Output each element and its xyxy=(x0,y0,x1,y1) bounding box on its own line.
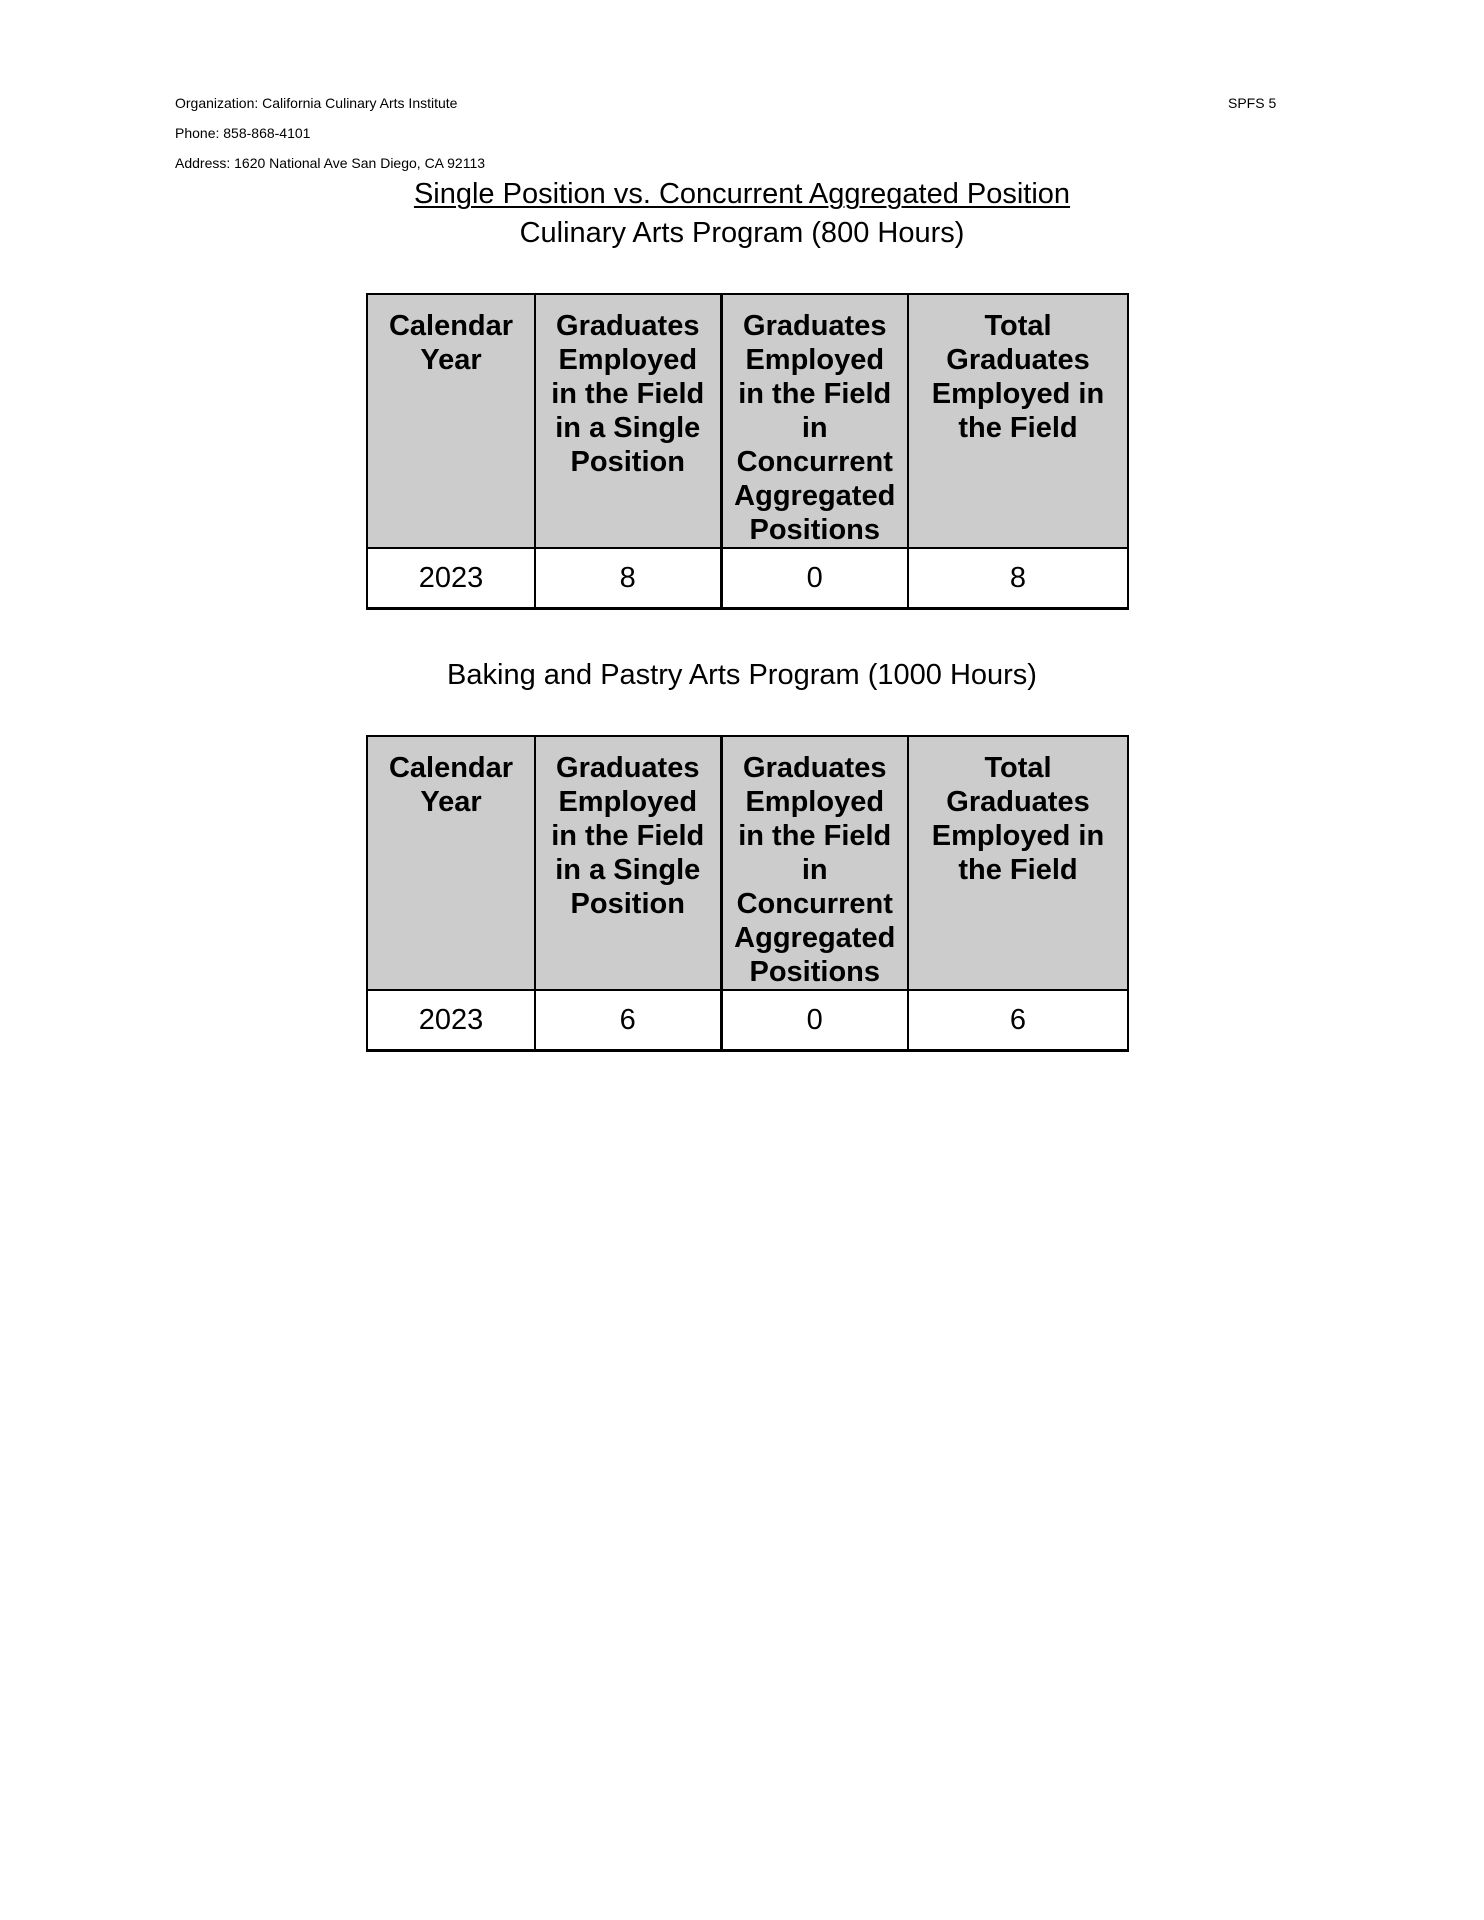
table-header-row xyxy=(367,294,1128,548)
cell-single-position: 6 xyxy=(535,990,721,1050)
page-title-text: Single Position vs. Concurrent Aggregated Position xyxy=(413,178,1071,210)
table-row xyxy=(367,990,1128,1050)
organization-label: Organization: California Culinary Arts Institute xyxy=(175,95,458,111)
column-header-calendar-year: Calendar Year xyxy=(367,736,535,990)
address-label: Address: 1620 National Ave San Diego, CA 92113 xyxy=(175,155,486,171)
phone-label: Phone: 858-868-4101 xyxy=(175,125,311,141)
employment-table-culinary xyxy=(366,293,1129,610)
employment-table-baking-pastry xyxy=(366,735,1129,1052)
page-title xyxy=(0,176,1484,212)
column-header-single-position: Graduates Employed in the Field in a Single Position xyxy=(535,294,721,548)
table-header-row xyxy=(367,736,1128,990)
table-row xyxy=(367,548,1128,608)
cell-total-employed: 6 xyxy=(908,990,1128,1050)
cell-calendar-year: 2023 xyxy=(367,990,535,1050)
column-header-total-employed: Total Graduates Employed in the Field xyxy=(908,736,1128,990)
cell-concurrent-positions: 0 xyxy=(721,990,908,1050)
column-header-total-employed: Total Graduates Employed in the Field xyxy=(908,294,1128,548)
program-title-culinary: Culinary Arts Program (800 Hours) xyxy=(519,217,965,249)
column-header-single-position: Graduates Employed in the Field in a Single Position xyxy=(535,736,721,990)
cell-single-position: 8 xyxy=(535,548,721,608)
column-header-concurrent-positions: Graduates Employed in the Field in Concurrent Aggregated Positions xyxy=(721,294,908,548)
program-title-baking-pastry: Baking and Pastry Arts Program (1000 Hours) xyxy=(447,659,1037,691)
page-code: SPFS 5 xyxy=(1228,95,1277,111)
column-header-calendar-year: Calendar Year xyxy=(367,294,535,548)
cell-concurrent-positions: 0 xyxy=(721,548,908,608)
cell-total-employed: 8 xyxy=(908,548,1128,608)
column-header-concurrent-positions: Graduates Employed in the Field in Concurrent Aggregated Positions xyxy=(721,736,908,990)
cell-calendar-year: 2023 xyxy=(367,548,535,608)
